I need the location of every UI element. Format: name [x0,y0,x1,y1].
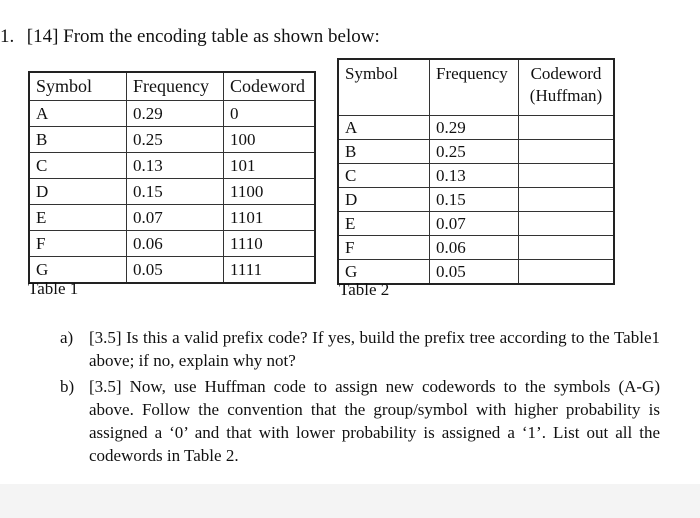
table1-cell-frequency: 0.05 [127,257,224,284]
table2-cell-codeword [519,164,615,188]
table1-cell-codeword: 101 [224,153,316,179]
table1-cell-frequency: 0.07 [127,205,224,231]
table1-cell-codeword: 0 [224,101,316,127]
table-row [338,116,614,140]
table2-cell-codeword [519,140,615,164]
table2-cell-symbol: G [338,260,430,285]
table1-cell-symbol: E [29,205,127,231]
table2-cell-codeword [519,212,615,236]
table1-cell-symbol: G [29,257,127,284]
table2-cell-codeword [519,188,615,212]
table-row [338,236,614,260]
table1-cell-codeword: 1100 [224,179,316,205]
table1-header-row [29,72,315,101]
table2-cell-frequency: 0.07 [430,212,519,236]
table2-header-codeword [519,59,615,116]
table2-header-symbol: Symbol [338,59,430,116]
table1-cell-symbol: C [29,153,127,179]
table2-cell-symbol: B [338,140,430,164]
part-a-label: a) [60,328,74,347]
table1-header-codeword: Codeword [224,72,316,101]
table2-cell-symbol: C [338,164,430,188]
table2-cell-codeword [519,260,615,285]
table2-cell-codeword [519,236,615,260]
table-row [29,231,315,257]
table1-cell-frequency: 0.29 [127,101,224,127]
table-row [29,127,315,153]
table2-cell-frequency: 0.13 [430,164,519,188]
table2-header-codeword-line1: Codeword [530,64,602,83]
table2-cell-symbol: E [338,212,430,236]
table-row [29,205,315,231]
table1-cell-symbol: A [29,101,127,127]
table-row [29,153,315,179]
question-title [0,26,380,48]
table1-cell-frequency: 0.15 [127,179,224,205]
table2-cell-symbol: D [338,188,430,212]
table1-cell-codeword: 1110 [224,231,316,257]
table-row [29,179,315,205]
part-b-label: b) [60,377,75,396]
table2-cell-frequency: 0.05 [430,260,519,285]
part-b-text: [3.5] Now, use Huffman code to assign new codewords to the symbols (A-G) above. Follow the convention that the group/symbol with higher probability is assigned a ‘0’ and that with lower probability is assigned a ‘1’. List out all the codewords in Table 2. [89,377,660,465]
table1-cell-symbol: B [29,127,127,153]
table2-cell-symbol: A [338,116,430,140]
table1-cell-frequency: 0.13 [127,153,224,179]
table-row [338,188,614,212]
table1-cell-codeword: 1111 [224,257,316,284]
table1-caption: Table 1 [28,279,79,298]
table-row [338,212,614,236]
table2-cell-symbol: F [338,236,430,260]
table1-header-frequency: Frequency [127,72,224,101]
table2-cell-frequency: 0.06 [430,236,519,260]
table1-cell-frequency: 0.06 [127,231,224,257]
question-number: 1. [0,26,15,47]
encoding-table-2 [337,58,615,285]
table2-header-row [338,59,614,116]
table1-cell-symbol: D [29,179,127,205]
table2-header-frequency: Frequency [430,59,519,116]
table-row [338,164,614,188]
table1-cell-codeword: 1101 [224,205,316,231]
encoding-table-1 [28,71,316,284]
table1-cell-symbol: F [29,231,127,257]
table1-header-symbol: Symbol [29,72,127,101]
table-row [338,140,614,164]
table1-cell-frequency: 0.25 [127,127,224,153]
question-part-a [60,326,660,372]
question-text: [14] From the encoding table as shown below: [26,26,380,47]
table2-cell-frequency: 0.25 [430,140,519,164]
table2-cell-codeword [519,116,615,140]
table1-cell-codeword: 100 [224,127,316,153]
part-a-text: [3.5] Is this a valid prefix code? If yes, build the prefix tree according to the Table1 above; if no, explain why not? [89,328,660,370]
question-part-b [60,375,660,467]
table2-header-codeword-line2: (Huffman) [529,86,603,105]
table2-cell-frequency: 0.29 [430,116,519,140]
table2-caption: Table 2 [339,280,390,299]
table-row [29,101,315,127]
table2-cell-frequency: 0.15 [430,188,519,212]
